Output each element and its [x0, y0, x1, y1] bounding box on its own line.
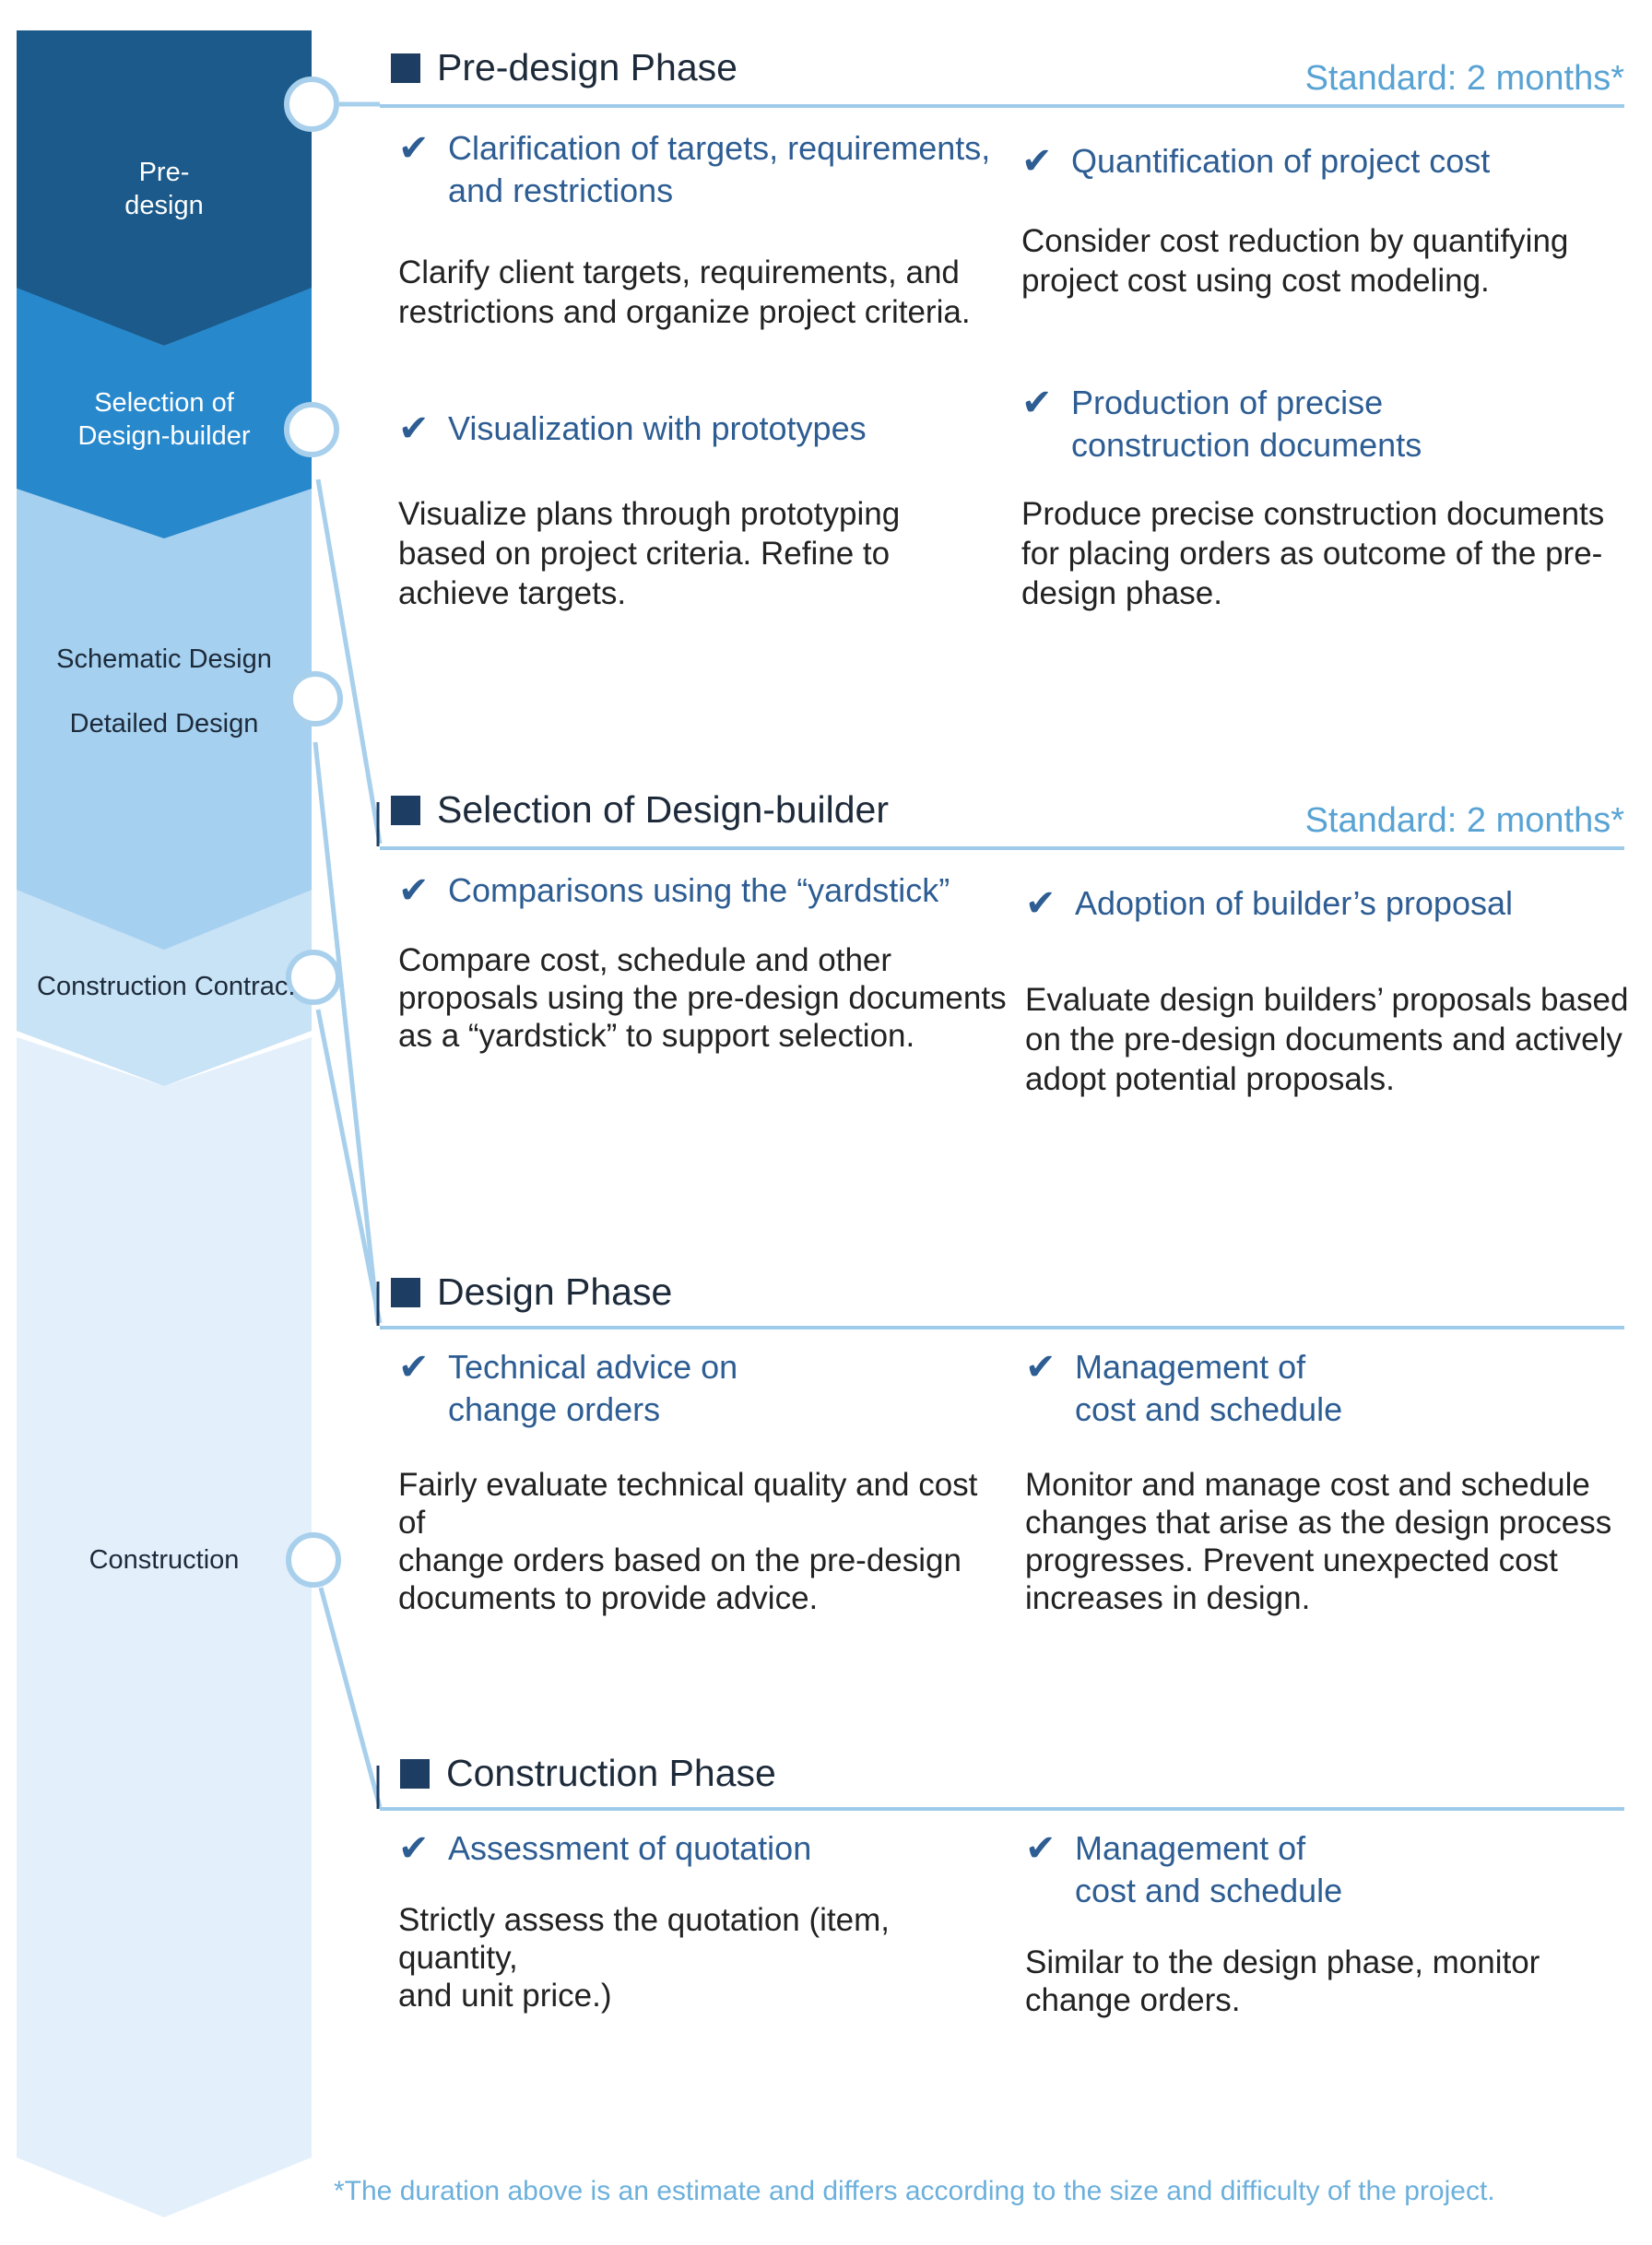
stage-label-construction: Construction: [88, 1545, 240, 1575]
square-bullet-icon: [391, 53, 420, 83]
phase-header: [391, 1752, 776, 1795]
item-title: Adoption of builder’s proposal: [1075, 884, 1513, 922]
item-title: Management of cost and schedule: [1075, 1348, 1343, 1428]
check-icon: ✔: [398, 1346, 430, 1388]
phase-title: Design Phase: [437, 1270, 673, 1313]
phase-divider: [380, 1326, 1624, 1329]
phase-duration: Standard: 2 months*: [1304, 801, 1624, 840]
phase-item: [398, 869, 1007, 1055]
phase-title: Construction Phase: [446, 1752, 776, 1794]
item-description: Evaluate design builders’ proposals based on the pre-design documents and actively adopt potential proposals.: [1025, 982, 1629, 1097]
check-icon: ✔: [1025, 1346, 1056, 1388]
check-icon: ✔: [1025, 882, 1056, 925]
phase-header: [391, 1270, 672, 1314]
item-description: Fairly evaluate technical quality and cost of change orders based on the pre-design documents to provide advice.: [398, 1467, 978, 1616]
phase-item: [398, 1827, 1007, 2015]
phase-header: [391, 788, 889, 832]
phase-divider: [380, 846, 1624, 850]
timeline-node-icon: [287, 79, 336, 129]
check-icon: ✔: [1021, 140, 1053, 183]
phase-duration: Standard: 2 months*: [1304, 59, 1624, 98]
phase-item: [1021, 382, 1630, 613]
check-icon: ✔: [1021, 382, 1053, 424]
phase-item: [398, 408, 1007, 613]
check-icon: ✔: [1025, 1827, 1056, 1870]
square-bullet-icon: [391, 796, 420, 825]
phase-item: [1021, 140, 1630, 301]
item-title: Quantification of project cost: [1071, 142, 1491, 180]
phase-header: [391, 46, 738, 89]
stage-label-design: Schematic Design Detailed Design: [56, 644, 272, 738]
square-bullet-icon: [391, 1278, 420, 1307]
stage-band-construction: [17, 1037, 312, 2217]
stage-label-selection: Selection of Design-builder: [77, 388, 251, 451]
item-description: Similar to the design phase, monitor change orders.: [1025, 1944, 1540, 2018]
phase-divider: [380, 104, 1624, 108]
item-title: Management of cost and schedule: [1075, 1829, 1343, 1909]
item-description: Monitor and manage cost and schedule changes that arise as the design process progresses. Prevent unexpected cost increases in design.: [1025, 1467, 1612, 1616]
phase-divider: [380, 1807, 1624, 1811]
item-title: Technical advice on change orders: [448, 1348, 738, 1428]
check-icon: ✔: [398, 1827, 430, 1870]
phase-item: [398, 127, 1007, 332]
item-description: Visualize plans through prototyping based on project criteria. Refine to achieve targets.: [398, 496, 901, 611]
check-icon: ✔: [398, 869, 430, 912]
phase-item: [398, 1346, 1007, 1617]
item-title: Assessment of quotation: [448, 1829, 812, 1867]
check-icon: ✔: [398, 408, 430, 450]
stage-label-predesign: Pre- design: [124, 158, 204, 220]
phase-title: Selection of Design-builder: [437, 788, 889, 831]
item-title: Production of precise construction documents: [1071, 384, 1422, 464]
square-bullet-icon: [400, 1759, 430, 1789]
phase-item: [1025, 1827, 1634, 2019]
item-description: Produce precise construction documents for placing orders as outcome of the pre- design phase.: [1021, 496, 1605, 611]
item-title: Clarification of targets, requirements, and restrictions: [448, 129, 991, 209]
item-description: Compare cost, schedule and other proposals using the pre-design documents as a “yardstick” to support selection.: [398, 942, 1007, 1054]
item-title: Visualization with prototypes: [448, 409, 867, 447]
footnote: *The duration above is an estimate and differs according to the size and difficulty of the project.: [334, 2176, 1495, 2206]
item-title: Comparisons using the “yardstick”: [448, 871, 950, 909]
phase-title: Pre-design Phase: [437, 46, 738, 89]
item-description: Clarify client targets, requirements, and restrictions and organize project criteria.: [398, 254, 971, 330]
phase-item: [1025, 1346, 1634, 1617]
check-icon: ✔: [398, 127, 430, 170]
phase-item: [1025, 882, 1652, 1099]
item-description: Consider cost reduction by quantifying project cost using cost modeling.: [1021, 223, 1569, 299]
stage-label-construction-contract: Construction Contrac.: [37, 972, 296, 1001]
item-description: Strictly assess the quotation (item, quantity, and unit price.): [398, 1902, 890, 2014]
